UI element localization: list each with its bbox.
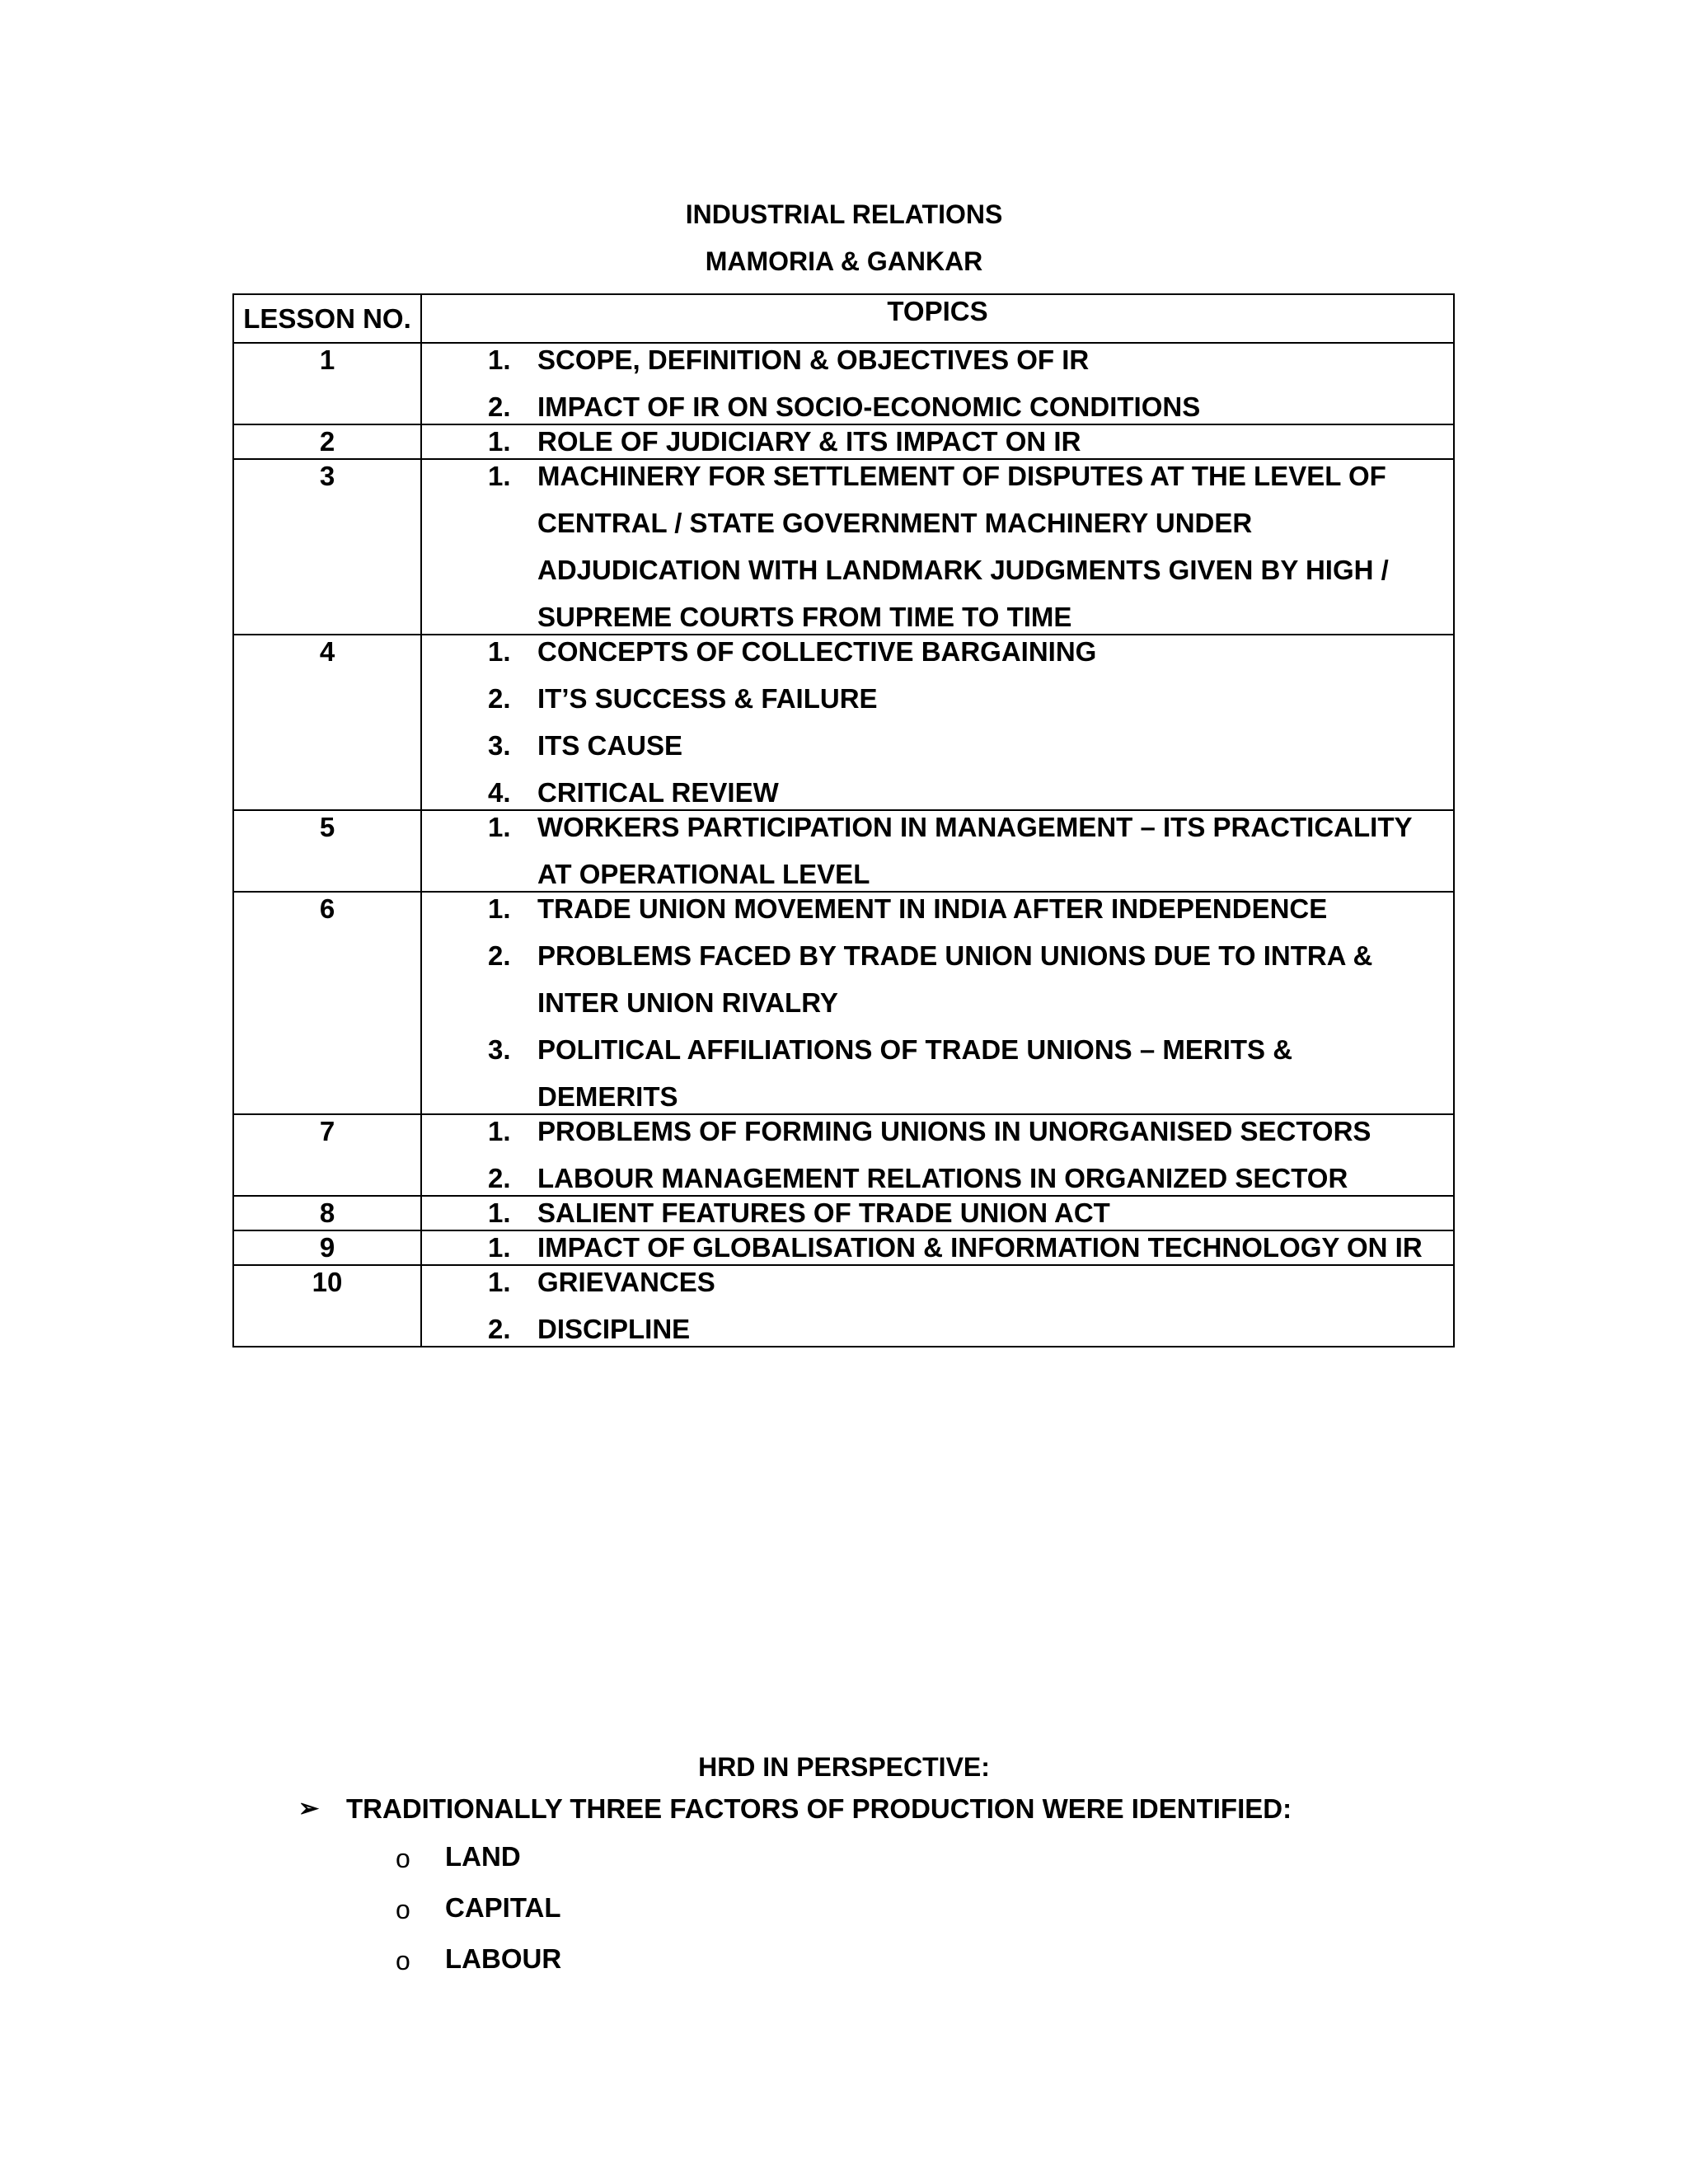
topic-number: 1.	[488, 812, 511, 842]
topic-number: 2.	[488, 1163, 511, 1193]
topic-number: 2.	[488, 1314, 511, 1344]
topic-text-line: AT OPERATIONAL LEVEL	[537, 859, 870, 889]
topic-number: 1.	[488, 636, 511, 667]
topic-text	[537, 1162, 1453, 1195]
table-row	[233, 1265, 1454, 1347]
topic-text	[537, 729, 1453, 762]
topic-item	[422, 425, 1453, 458]
topic-text-line: TRADE UNION MOVEMENT IN INDIA AFTER INDEPENDENCE	[537, 893, 1328, 924]
table-header-row	[233, 294, 1454, 343]
topic-number: 3.	[488, 730, 511, 761]
lesson-number: 4	[319, 636, 335, 667]
lesson-number: 5	[319, 812, 335, 842]
syllabus-table	[232, 293, 1455, 1347]
lesson-number: 2	[319, 426, 335, 457]
topic-item	[422, 1197, 1453, 1230]
topic-text-line: WORKERS PARTICIPATION IN MANAGEMENT – ITS PRACTICALITY	[537, 812, 1413, 842]
topic-item	[422, 391, 1453, 424]
topics-cell	[421, 1114, 1454, 1196]
topic-text-line: MACHINERY FOR SETTLEMENT OF DISPUTES AT THE LEVEL OF	[537, 461, 1386, 491]
topic-text-line: IT’S SUCCESS & FAILURE	[537, 683, 878, 714]
topics-cell	[421, 892, 1454, 1114]
topic-number: 2.	[488, 940, 511, 971]
topic-number: 1.	[488, 344, 511, 375]
topic-number: 1.	[488, 461, 511, 491]
topic-number: 3.	[488, 1034, 511, 1065]
table-row	[233, 1114, 1454, 1196]
topic-text-line: POLITICAL AFFILIATIONS OF TRADE UNIONS – MERITS &	[537, 1034, 1293, 1065]
lesson-number-cell	[233, 1230, 421, 1265]
topic-number: 1.	[488, 1232, 511, 1263]
topic-text	[537, 1231, 1453, 1264]
topic-item	[422, 1115, 1453, 1148]
lesson-number: 8	[319, 1197, 335, 1228]
topic-item	[422, 1162, 1453, 1195]
table-row	[233, 1230, 1454, 1265]
lesson-number-cell	[233, 810, 421, 892]
table-row	[233, 1196, 1454, 1230]
topics-header-label: TOPICS	[887, 296, 988, 326]
lesson-number-cell	[233, 635, 421, 810]
topic-item	[422, 1033, 1453, 1113]
lesson-number: 7	[319, 1116, 335, 1146]
lesson-number: 6	[319, 893, 335, 924]
topic-text-line: IMPACT OF IR ON SOCIO-ECONOMIC CONDITIONS	[537, 391, 1201, 422]
topic-item	[422, 682, 1453, 715]
lesson-no-header-label: LESSON NO.	[243, 303, 411, 334]
table-row	[233, 343, 1454, 424]
topics-cell	[421, 459, 1454, 635]
topic-text	[537, 1115, 1453, 1148]
topic-text-line: PROBLEMS OF FORMING UNIONS IN UNORGANISED SECTORS	[537, 1116, 1372, 1146]
topics-cell	[421, 635, 1454, 810]
topic-item	[422, 776, 1453, 809]
table-row	[233, 810, 1454, 892]
topic-number: 1.	[488, 1116, 511, 1146]
topic-text	[537, 776, 1453, 809]
topic-text-line: GRIEVANCES	[537, 1267, 715, 1297]
lesson-number-cell	[233, 892, 421, 1114]
topic-item	[422, 460, 1453, 634]
topic-text-line: SALIENT FEATURES OF TRADE UNION ACT	[537, 1197, 1110, 1228]
topic-text	[537, 893, 1453, 926]
topic-text-line: SCOPE, DEFINITION & OBJECTIVES OF IR	[537, 344, 1090, 375]
topic-text	[537, 344, 1453, 377]
topic-text-line: IMPACT OF GLOBALISATION & INFORMATION TECHNOLOGY ON IR	[537, 1232, 1423, 1263]
topic-item	[422, 940, 1453, 1019]
topic-item	[422, 344, 1453, 377]
topic-text	[537, 635, 1453, 668]
topic-text	[537, 1266, 1453, 1299]
document-title: INDUSTRIAL RELATIONS	[685, 199, 1003, 229]
table-row	[233, 459, 1454, 635]
document-subtitle: MAMORIA & GANKAR	[705, 246, 983, 276]
topic-number: 4.	[488, 777, 511, 808]
sub-item-text: LAND	[445, 1841, 521, 1872]
topic-text	[537, 1033, 1453, 1113]
topic-text	[537, 391, 1453, 424]
topic-item	[422, 635, 1453, 668]
circle-bullet-icon: o	[396, 1895, 410, 1924]
table-row	[233, 635, 1454, 810]
topic-text-line: DISCIPLINE	[537, 1314, 691, 1344]
topic-text-line: LABOUR MANAGEMENT RELATIONS IN ORGANIZED SECTOR	[537, 1163, 1348, 1193]
lesson-number-cell	[233, 424, 421, 459]
topic-text-line: CONCEPTS OF COLLECTIVE BARGAINING	[537, 636, 1097, 667]
circle-bullet-icon: o	[396, 1946, 410, 1975]
lesson-number-cell	[233, 343, 421, 424]
topics-header	[421, 294, 1454, 343]
topic-text-line: INTER UNION RIVALRY	[537, 987, 838, 1018]
section-heading: HRD IN PERSPECTIVE:	[698, 1752, 990, 1782]
sub-item-text: CAPITAL	[445, 1892, 561, 1923]
arrow-bullet-icon: ➢	[298, 1795, 320, 1822]
topic-item	[422, 729, 1453, 762]
lesson-number-cell	[233, 1196, 421, 1230]
topic-number: 1.	[488, 1197, 511, 1228]
topic-number: 1.	[488, 893, 511, 924]
topic-item	[422, 1266, 1453, 1299]
topic-text	[537, 1197, 1453, 1230]
lesson-number: 9	[319, 1232, 335, 1263]
topic-text	[537, 682, 1453, 715]
topics-cell	[421, 343, 1454, 424]
bullet-text: TRADITIONALLY THREE FACTORS OF PRODUCTION WERE IDENTIFIED:	[346, 1793, 1292, 1824]
topics-cell	[421, 1230, 1454, 1265]
topic-number: 2.	[488, 391, 511, 422]
topic-text	[537, 811, 1453, 891]
topics-cell	[421, 424, 1454, 459]
sub-item-text: LABOUR	[445, 1943, 562, 1974]
topic-text	[537, 940, 1453, 1019]
topic-text	[537, 425, 1453, 458]
lesson-number-cell	[233, 1265, 421, 1347]
topic-text-line: CRITICAL REVIEW	[537, 777, 779, 808]
topic-number: 1.	[488, 426, 511, 457]
topic-text-line: ADJUDICATION WITH LANDMARK JUDGMENTS GIVEN BY HIGH /	[537, 555, 1389, 585]
lesson-number: 3	[319, 461, 335, 491]
lesson-number: 1	[319, 344, 335, 375]
lesson-number: 10	[312, 1267, 343, 1297]
lesson-number-cell	[233, 1114, 421, 1196]
topic-text-line: DEMERITS	[537, 1081, 678, 1112]
topic-item	[422, 893, 1453, 926]
topic-item	[422, 1313, 1453, 1346]
lesson-no-header	[233, 294, 421, 343]
topic-text	[537, 1313, 1453, 1346]
topics-cell	[421, 810, 1454, 892]
lesson-number-cell	[233, 459, 421, 635]
topic-text-line: ITS CAUSE	[537, 730, 683, 761]
topics-cell	[421, 1265, 1454, 1347]
topic-text-line: CENTRAL / STATE GOVERNMENT MACHINERY UNDER	[537, 508, 1253, 538]
topic-number: 1.	[488, 1267, 511, 1297]
topic-number: 2.	[488, 683, 511, 714]
table-body	[233, 343, 1454, 1347]
topic-text	[537, 460, 1453, 634]
topic-item	[422, 1231, 1453, 1264]
table-row	[233, 892, 1454, 1114]
circle-bullet-icon: o	[396, 1844, 410, 1873]
table-row	[233, 424, 1454, 459]
topics-cell	[421, 1196, 1454, 1230]
topic-text-line: ROLE OF JUDICIARY & ITS IMPACT ON IR	[537, 426, 1081, 457]
topic-item	[422, 811, 1453, 891]
topic-text-line: SUPREME COURTS FROM TIME TO TIME	[537, 602, 1072, 632]
topic-text-line: PROBLEMS FACED BY TRADE UNION UNIONS DUE TO INTRA &	[537, 940, 1373, 971]
